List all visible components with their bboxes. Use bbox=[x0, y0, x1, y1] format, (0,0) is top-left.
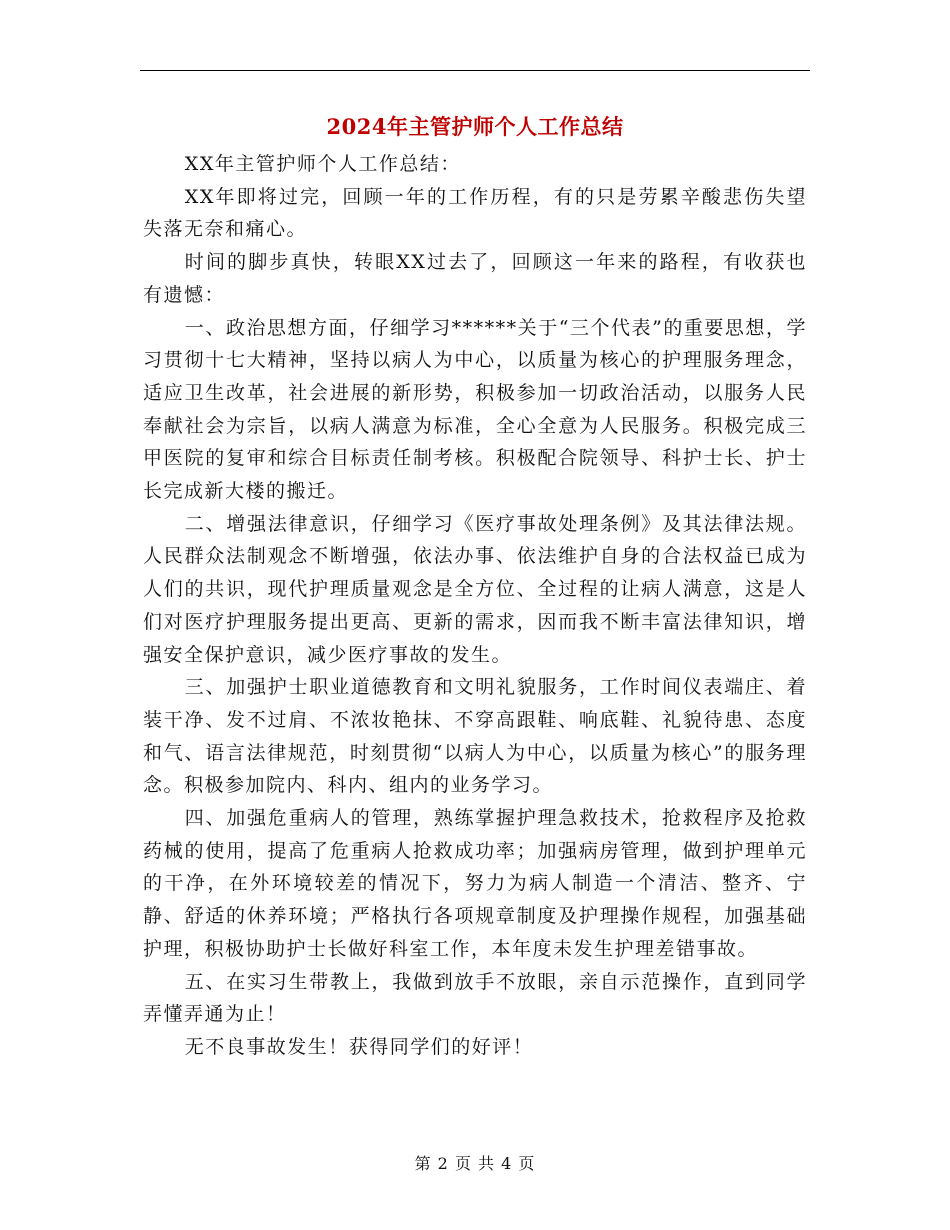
paragraph-ethics: 三、加强护士职业道德教育和文明礼貌服务，工作时间仪表端庄、着装干净、发不过肩、不浓妆艳抹、不穿高跟鞋、响底鞋、礼貌待患、态度和气、语言法律规范，时刻贯彻“以病人为中心，以质量为核心”的服务理念。积极参加院内、科内、组内的业务学习。 bbox=[143, 676, 807, 797]
paragraph-politics: 一、政治思想方面，仔细学习******关于“三个代表”的重要思想，学习贯彻十七大精神，坚持以病人为中心，以质量为核心的护理服务理念，适应卫生改革，社会进展的新形势，积极参加一切政治活动，以服务人民奉献社会为宗旨，以病人满意为标准，全心全意为人民服务。积极完成三甲医院的复审和综合目标责任制考核。积极配合院领导、科护士长、护士长完成新大楼的搬迁。 bbox=[143, 316, 807, 503]
paragraph-law: 二、增强法律意识，仔细学习《医疗事故处理条例》及其法律法规。人民群众法制观念不断增强，依法办事、依法维护自身的合法权益已成为人们的共识，现代护理质量观念是全方位、全过程的让病人满意，这是人们对医疗护理服务提出更高、更新的需求，因而我不断丰富法律知识，增强安全保护意识，减少医疗事故的发生。 bbox=[143, 512, 807, 666]
paragraph-intro: XX年主管护师个人工作总结： bbox=[184, 153, 461, 175]
header-rule bbox=[140, 70, 810, 71]
document-body bbox=[143, 148, 807, 1064]
paragraph-conclusion: 无不良事故发生！获得同学们的好评！ bbox=[184, 1035, 534, 1058]
paragraph-time: 时间的脚步真快，转眼XX过去了，回顾这一年来的路程，有收获也有遗憾： bbox=[143, 251, 807, 306]
paragraph-review: XX年即将过完，回顾一年的工作历程，有的只是劳累辛酸悲伤失望失落无奈和痛心。 bbox=[143, 185, 807, 241]
paragraph-teaching: 五、在实习生带教上，我做到放手不放眼，亲自示范操作，直到同学弄懂弄通为止！ bbox=[143, 970, 807, 1026]
paragraph-critical-care: 四、加强危重病人的管理，熟练掌握护理急救技术，抢救程序及抢救药械的使用，提高了危重病人抢救成功率；加强病房管理，做到护理单元的干净，在外环境较差的情况下，努力为病人制造一个清洁、整齐、宁静、舒适的休养环境；严格执行各项规章制度及护理操作规程，加强基础护理，积极协助护士长做好科室工作，本年度未发生护理差错事故。 bbox=[143, 807, 807, 960]
page-number: 第 2 页 共 4 页 bbox=[414, 1154, 536, 1173]
document-title: 2024年主管护师个人工作总结 bbox=[326, 114, 624, 139]
